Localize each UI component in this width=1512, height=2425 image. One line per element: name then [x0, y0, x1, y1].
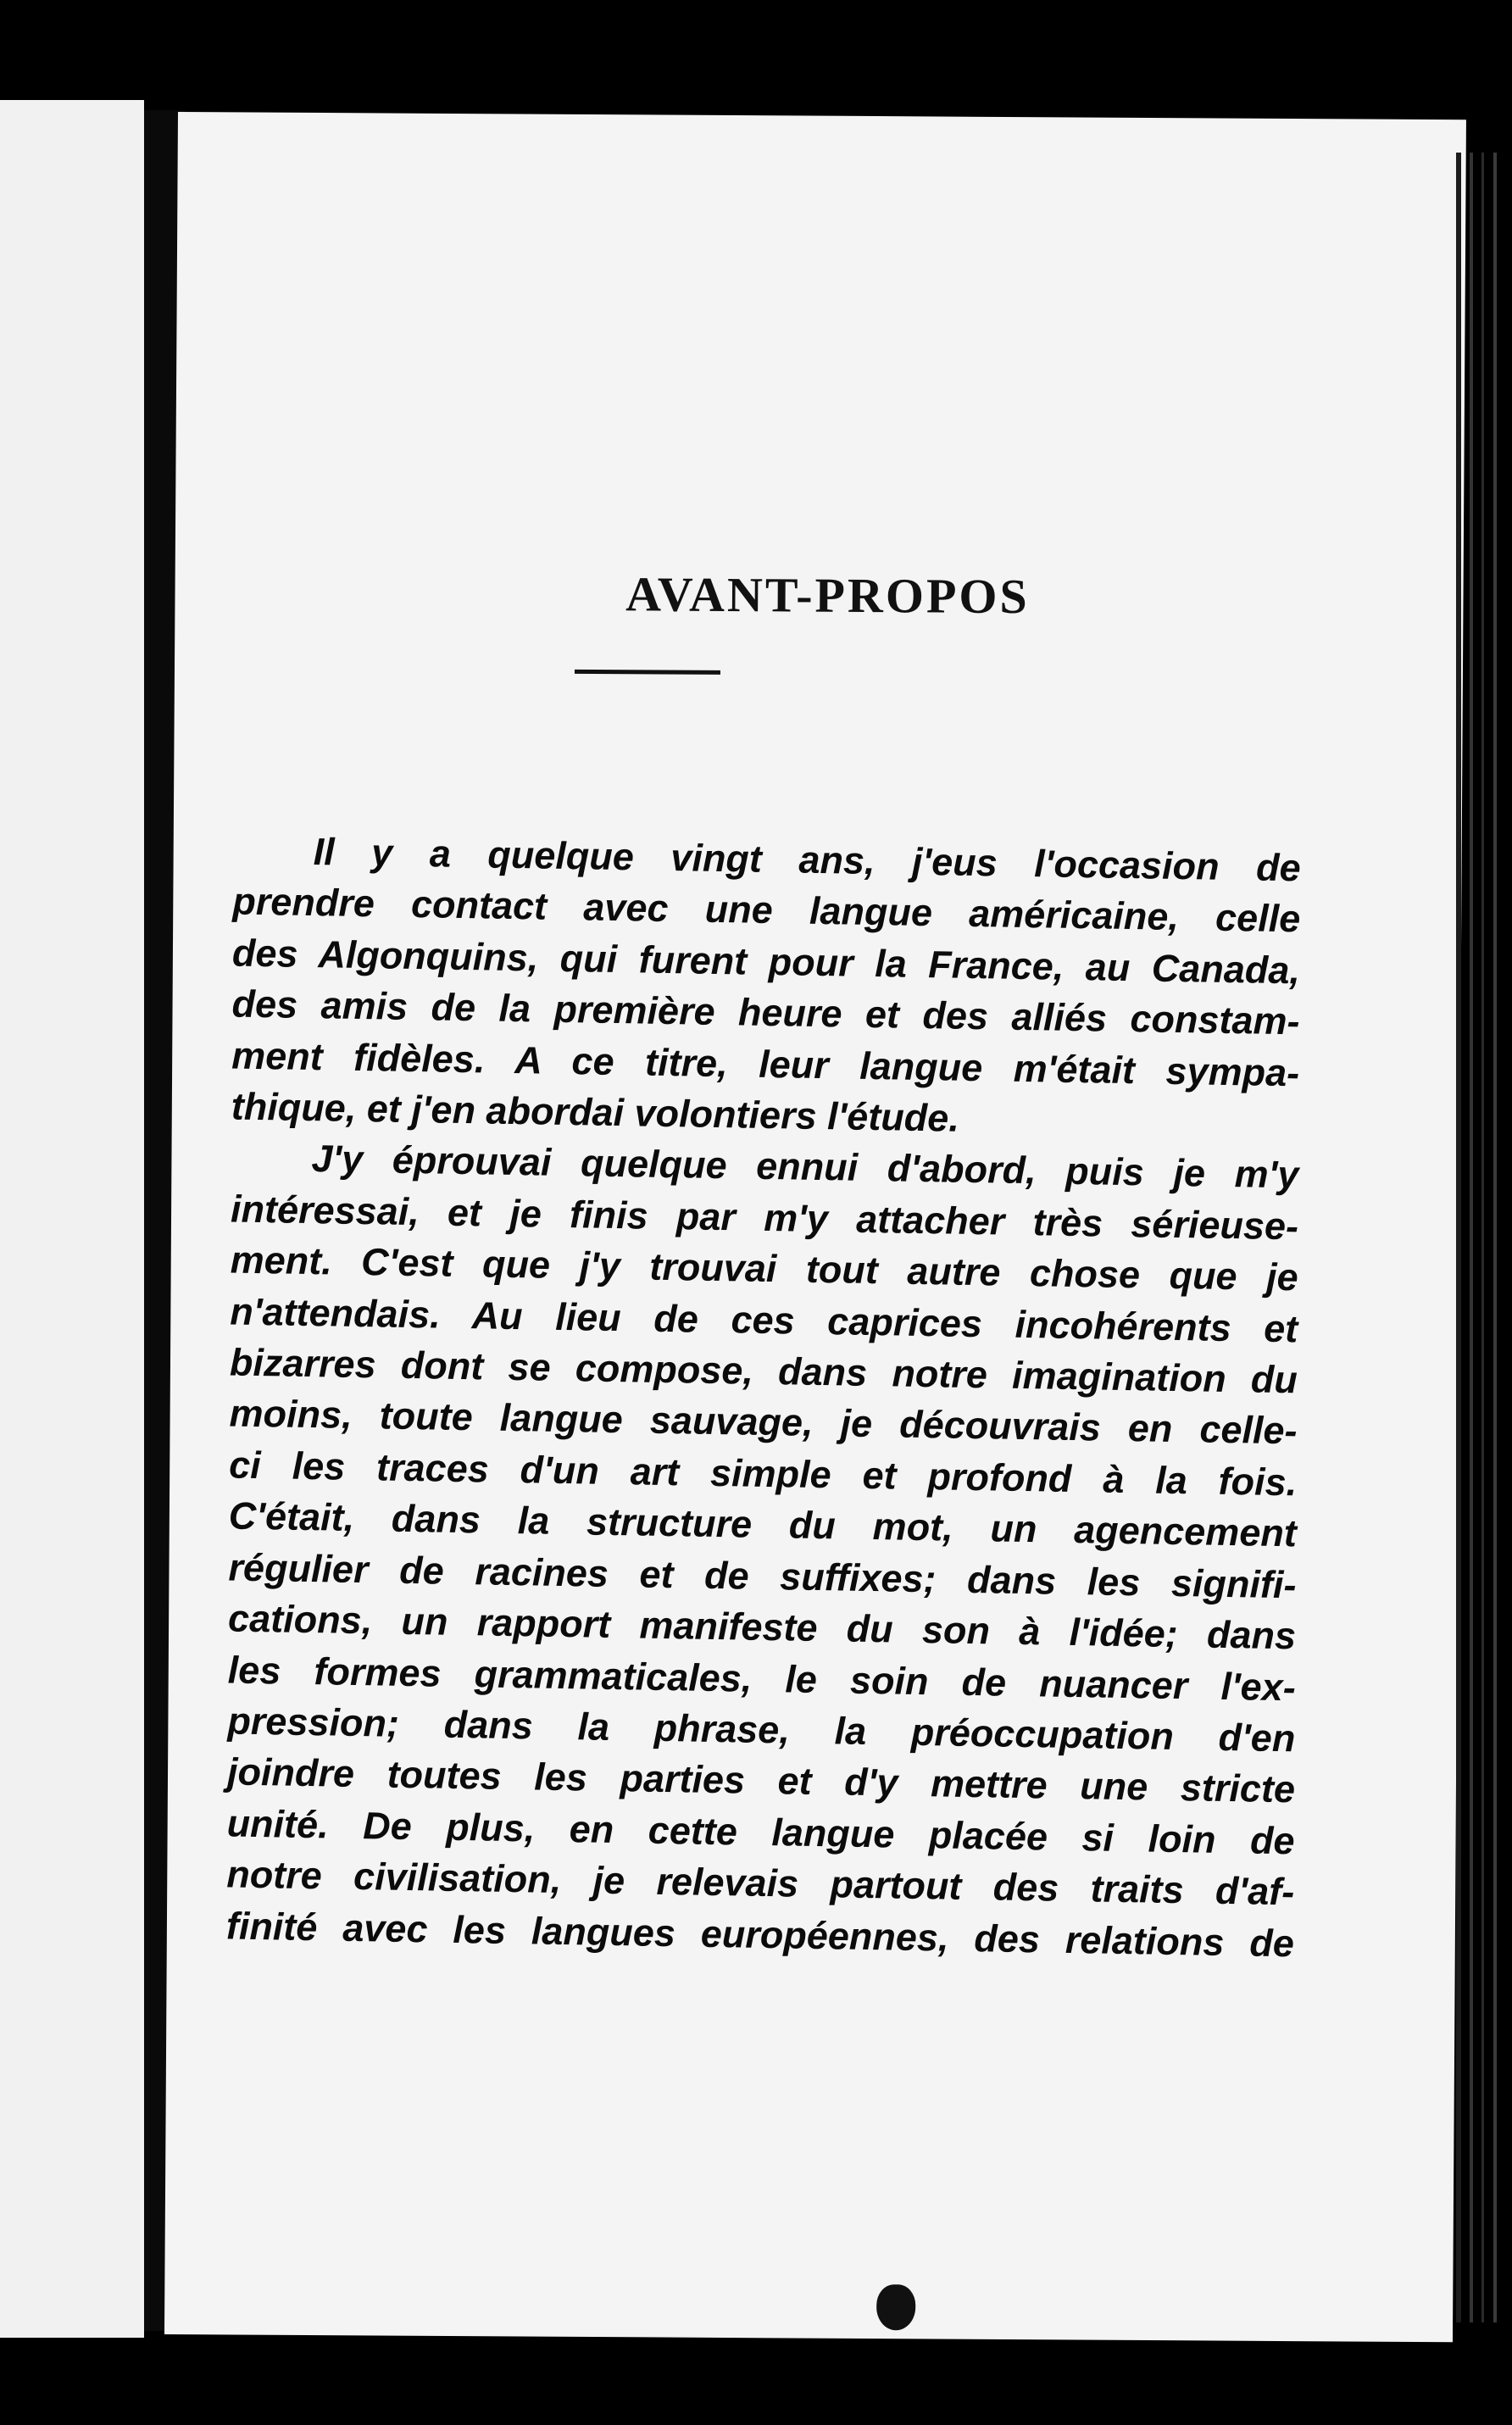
ink-blot-mark	[876, 2284, 915, 2330]
text-line: Il y a quelque vingt ans, j'eus l'occasion de	[313, 830, 1301, 890]
text-line: finité avec les langues européennes, des relations de	[225, 1903, 1294, 1965]
text-line: des amis de la première heure et des alliés constam-	[231, 982, 1300, 1043]
page-stack-edge	[1456, 153, 1461, 2322]
text-line: C'était, dans la structure du mot, un agencement	[228, 1493, 1297, 1555]
text-line: cations, un rapport manifeste du son à l'idée; dans	[227, 1596, 1297, 1658]
text-line: notre civilisation, je relevais partout des traits d'af-	[226, 1852, 1295, 1914]
text-line: joindre toutes les parties et d'y mettre une stricte	[226, 1749, 1296, 1811]
text-line: ment fidèles. A ce titre, leur langue m'était sympa-	[231, 1033, 1300, 1094]
page-stack-edge	[1493, 153, 1497, 2322]
text-line: moins, toute langue sauvage, je découvrais en celle-	[229, 1391, 1298, 1453]
page-stack-edge	[1481, 153, 1484, 2322]
heading-rule	[575, 670, 720, 675]
text-line: unité. De plus, en cette langue placée si loin de	[226, 1801, 1295, 1863]
page-stack-edge	[1470, 153, 1473, 2322]
text-line: régulier de racines et de suffixes; dans les signifi-	[228, 1545, 1297, 1607]
page-heading: AVANT-PROPOS	[625, 566, 1030, 625]
paragraph-2	[142, 1131, 1299, 1969]
facing-page-edge	[0, 100, 144, 2338]
text-line: des Algonquins, qui furent pour la France, au Canada,	[231, 931, 1300, 993]
text-line: ci les traces d'un art simple et profond à la fois.	[229, 1443, 1298, 1505]
text-line: intéressai, et je finis par m'y attacher très sérieuse-	[230, 1187, 1299, 1249]
text-line: bizarres dont se compose, dans notre imagination du	[229, 1340, 1298, 1402]
text-line: J'y éprouvai quelque ennui d'abord, puis je m'y	[311, 1137, 1299, 1197]
body-text	[142, 824, 1301, 1969]
text-line: thique, et j'en abordai volontiers l'étude.	[231, 1084, 959, 1140]
text-line: prendre contact avec une langue américaine, celle	[232, 879, 1301, 941]
text-line: pression; dans la phrase, la préoccupation d'en	[227, 1699, 1296, 1760]
text-line: les formes grammaticales, le soin de nuancer l'ex-	[227, 1647, 1296, 1709]
paragraph-1	[147, 824, 1301, 1150]
scanned-page	[164, 112, 1466, 2342]
text-line: ment. C'est que j'y trouvai tout autre chose que je	[230, 1238, 1298, 1299]
text-line: n'attendais. Au lieu de ces caprices incohérents et	[230, 1289, 1298, 1350]
